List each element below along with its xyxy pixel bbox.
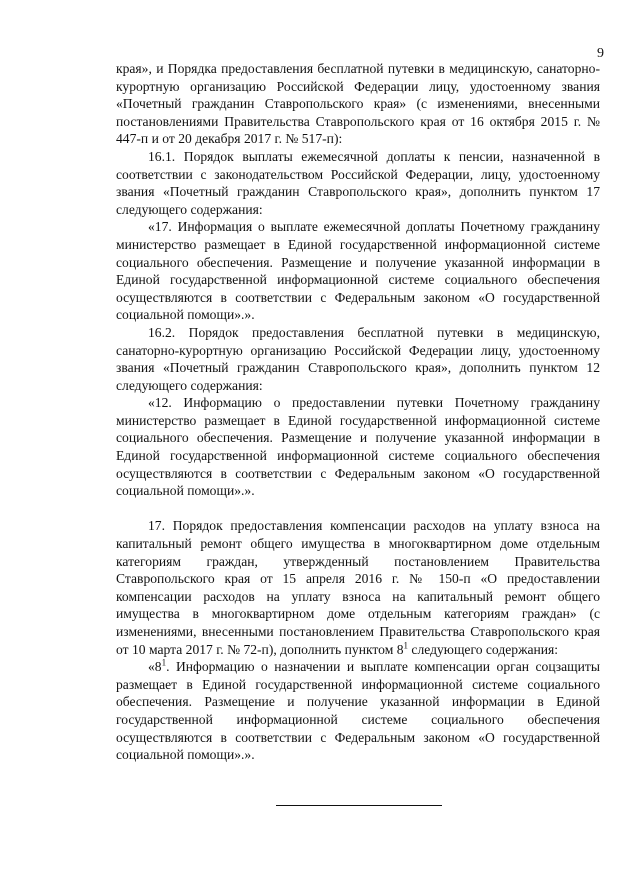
paragraph-16-1: 16.1. Порядок выплаты ежемесячной доплаты к пенсии, назначенной в соответствии с законодательством Российской Федерации, лицу, удостоенному звания «Почетный гражданин Ставропольского края», дополнить пунктом 17 следующего содержания: [116, 148, 600, 217]
paragraph-16-2: 16.2. Порядок предоставления бесплатной путевки в медицинскую, санаторно-курортную организацию Российской Федерации лицу, удостоенному звания «Почетный гражданин Ставропольского края», дополнить пунктом 12 следующего содержания: [116, 324, 600, 393]
paragraph-item-8-1-text: . Информацию о назначении и выплате компенсации орган соцзащиты размещает в Единой государственной информационной системе социального обеспечения. Размещение и получение указанной информации в Единой государственной информационной системе социального обеспечения осуществляются в соответствии с Федеральным законом «О государственной социальной помощи».». [116, 659, 600, 763]
paragraph-item-17: «17. Информация о выплате ежемесячной доплаты Почетному гражданину министерство размещает в Единой государственной информационной системе социального обеспечения. Размещение и получение указанной информации в Единой государственной информационной системе социального обеспечения осуществляются в соответствии с Федеральным законом «О государственной социальной помощи».». [116, 219, 600, 323]
document-body [116, 60, 600, 764]
page-number: 9 [597, 46, 604, 61]
superscript-mark: 1 [161, 657, 167, 668]
paragraph-intro-continuation: края», и Порядка предоставления бесплатной путевки в медицинскую, санаторно-курортную организацию Российской Федерации лицу, удостоенному звания «Почетный гражданин Ставропольского края» (с изменениями, внесенными постановлениями Правительства Ставропольского края от 16 октября 2015 г. № 447-п и от 20 декабря 2017 г. № 517-п): [116, 61, 600, 147]
paragraph-item-8-1-lead: «8 [148, 659, 162, 675]
end-separator-line [276, 805, 442, 806]
paragraph-17-text: 17. Порядок предоставления компенсации расходов на уплату взноса на капитальный ремонт общего имущества в многоквартирном доме отдельным категориям граждан, утвержденный постановлением Правительства Ставропольского края от 15 апреля 2016 г. № 150-п «О предоставлении компенсации расходов на уплату взноса на капитальный ремонт общего имущества в многоквартирном доме отдельным категориям граждан» (с изменениями, внесенными постановлением Правительства Ставропольского края от 10 марта 2017 г. № 72-п), дополнить пунктом 8 [116, 518, 600, 657]
paragraph-17 [116, 517, 600, 658]
superscript-mark: 1 [403, 640, 409, 651]
paragraph-17-tail: следующего содержания: [408, 641, 559, 657]
paragraph-item-12: «12. Информацию о предоставлении путевки Почетному гражданину министерство размещает в Единой государственной информационной системе социального обеспечения. Размещение и получение указанной информации в Единой государственной информационной системе социального обеспечения осуществляются в соответствии с Федеральным законом «О государственной социальной помощи».». [116, 395, 600, 499]
paragraph-item-8-1 [116, 658, 600, 764]
